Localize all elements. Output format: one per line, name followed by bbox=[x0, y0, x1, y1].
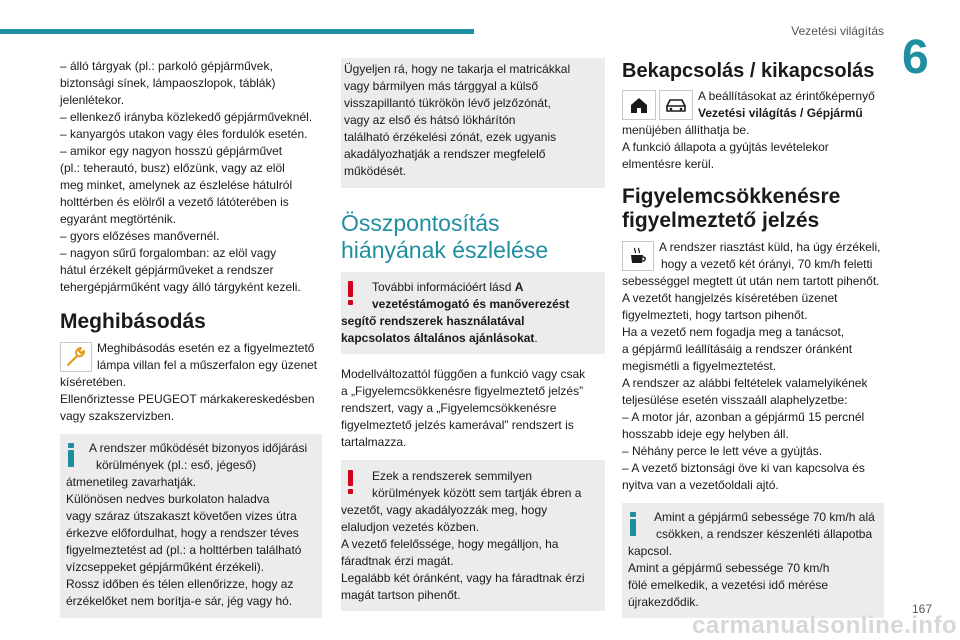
text-line: A rendszer működését bizonyos időjárási bbox=[89, 441, 308, 455]
chapter-number: 6 bbox=[902, 31, 929, 84]
wrench-warning-icon bbox=[60, 342, 92, 372]
warning-box-fatigue bbox=[341, 460, 605, 611]
heading-line: figyelmeztető jelzés bbox=[622, 209, 820, 232]
text-line: – ellenkező irányba közlekedő gépjárműveknél. bbox=[60, 110, 313, 124]
heading-meghibasodas: Meghibásodás bbox=[60, 310, 206, 333]
text-line: hátul érzékelt gépjárműveket a rendszer bbox=[60, 263, 274, 277]
heading-line: Figyelemcsökkenésre bbox=[622, 185, 841, 208]
text-line: Meghibásodás esetén ez a figyelmeztető bbox=[97, 341, 315, 355]
text-line: – nagyon sűrű forgalomban: az elöl vagy bbox=[60, 246, 277, 260]
text-line: biztonsági sínek, lámpaoszlopok, táblák) bbox=[60, 76, 276, 90]
home-icon bbox=[622, 90, 656, 120]
note-box-sensors bbox=[341, 58, 605, 188]
section-title: Vezetési világítás bbox=[791, 24, 884, 38]
text-line: figyelmezteti, hogy tartson pihenőt. bbox=[622, 308, 808, 322]
text-line: körülmények között sem tartják ébren a bbox=[372, 486, 582, 500]
text-line: vízcseppeket gépjárműként érzékeli). bbox=[66, 560, 265, 574]
text-line: lámpa villan fel a műszerfalon egy üzenet bbox=[97, 358, 318, 372]
column-middle bbox=[341, 58, 605, 611]
text-line: hosszabb ideje egy helyben áll. bbox=[622, 427, 789, 441]
text-line: a „Figyelemcsökkenésre figyelmeztető jelzés” bbox=[341, 384, 584, 398]
text-line: holttérben és elölről a vezető látóterében is bbox=[60, 195, 289, 209]
text-line: tartalmazza. bbox=[341, 435, 407, 449]
text-line: teljesülése esetén visszaáll alaphelyzetbe: bbox=[622, 393, 848, 407]
text-line: Legalább két óránként, vagy ha fáradtnak érzi bbox=[341, 571, 585, 585]
text-line: vezetőt, vagy akadályozzák meg, hogy bbox=[341, 503, 548, 517]
text-line: jelenlétekor. bbox=[60, 93, 125, 107]
header-accent-bar bbox=[0, 29, 474, 34]
text-line: átmenetileg zavarhatják. bbox=[66, 475, 197, 489]
text-line: Amint a gépjármű sebessége 70 km/h bbox=[628, 561, 830, 575]
text-line: A beállításokat az érintőképernyő bbox=[698, 89, 875, 103]
text-line: érzékelőket nem borítja-e sár, jég vagy hó. bbox=[66, 594, 293, 608]
text-line: meg minket, amelynek az észlelése hátulról bbox=[60, 178, 293, 192]
text-line: vagy szakszervizben. bbox=[60, 409, 175, 423]
text-line: elmentésre kerül. bbox=[622, 157, 715, 171]
info-box-weather bbox=[60, 434, 322, 618]
text-line: – gyors előzéses manővernél. bbox=[60, 229, 220, 243]
text-line: A funkció állapota a gyújtás levételekor bbox=[622, 140, 829, 154]
text-line: elaludjon vezetés közben. bbox=[341, 520, 480, 534]
heading-figyelemcsokkenes bbox=[622, 185, 884, 233]
text-line: – álló tárgyak (pl.: parkoló gépjárművek, bbox=[60, 59, 273, 73]
text-line: – kanyargós utakon vagy éles fordulók esetén. bbox=[60, 127, 308, 141]
text-line: segítő rendszerek használatával bbox=[341, 314, 525, 328]
text-line: Különösen nedves burkolaton haladva bbox=[66, 492, 270, 506]
text-line: A vezető felelőssége, hogy megálljon, ha bbox=[341, 537, 559, 551]
text-line: fölé emelkedik, a vezetési idő mérése bbox=[628, 578, 829, 592]
text-line: A vezetőt hangjelzés kíséretében üzenet bbox=[622, 291, 838, 305]
text-line: A rendszer az alábbi feltételek valamelyikének bbox=[622, 376, 868, 390]
text-line: fáradtnak érzi magát. bbox=[341, 554, 454, 568]
text-line: működését. bbox=[344, 164, 407, 178]
text-line: rendszert, vagy a „Figyelemcsökkenésre bbox=[341, 401, 557, 415]
heading-osszpontositas bbox=[341, 210, 605, 264]
text-span: . bbox=[534, 331, 538, 345]
text-line: visszapillantó tükrökön lévő jelzőzónát, bbox=[344, 96, 551, 110]
text-line: – A vezető biztonsági öve ki van kapcsolva és bbox=[622, 461, 865, 475]
text-line: menüjében állíthatja be. bbox=[622, 123, 750, 137]
info-box-speed bbox=[622, 503, 884, 618]
column-left bbox=[60, 58, 322, 618]
text-line: nyitva van a vezetőoldali ajtó. bbox=[622, 478, 779, 492]
text-line: Amint a gépjármű sebessége 70 km/h alá bbox=[654, 510, 875, 524]
text-line: sebességgel megtett út után nem tartott pihenőt. bbox=[622, 274, 880, 288]
text-span-bold: kapcsolatos általános ajánlásokat bbox=[341, 331, 535, 345]
model-variant-paragraph bbox=[341, 366, 605, 451]
heading-line: Összpontosítás bbox=[341, 210, 500, 236]
text-line: – Néhány perce le lett véve a gyújtás. bbox=[622, 444, 823, 458]
text-line: vagy száraz útszakaszt követően vizes útra bbox=[66, 509, 297, 523]
page-number: 167 bbox=[912, 602, 933, 616]
text-line: Ellenőriztesse PEUGEOT márkakereskedésben bbox=[60, 392, 315, 406]
text-line: Ezek a rendszerek semmilyen bbox=[372, 469, 533, 483]
text-line: A rendszer riasztást küld, ha úgy érzékeli, bbox=[659, 240, 881, 254]
text-line: megismétli a figyelmeztetést. bbox=[622, 359, 777, 373]
text-line: körülmények (pl.: eső, jégeső) bbox=[96, 458, 257, 472]
text-line: Rossz időben és télen ellenőrizze, hogy az bbox=[66, 577, 294, 591]
text-line: Modellváltozattól függően a funkció vagy csak bbox=[341, 367, 586, 381]
text-line: figyelmeztető jelzés kamerával” rendszert is bbox=[341, 418, 574, 432]
heading-line: hiányának észlelése bbox=[341, 237, 549, 263]
text-line: akadályozhatják a rendszer megfelelő bbox=[344, 147, 546, 161]
text-line: figyelmeztetést ad (pl.: a holttérben található bbox=[66, 543, 302, 557]
text-line: található érzékelési zónát, ezek ugyanis bbox=[344, 130, 557, 144]
text-line: (pl.: teherautó, busz) előzünk, vagy az elöl bbox=[60, 161, 285, 175]
text-line: érkezve előfordulhat, hogy a rendszer téves bbox=[66, 526, 299, 540]
text-line: vagy az első és hátsó lökhárítón bbox=[344, 113, 516, 127]
text-line: – A motor jár, azonban a gépjármű 15 percnél bbox=[622, 410, 865, 424]
text-line: a gépjármű leállításáig a rendszer óránként bbox=[622, 342, 853, 356]
text-line: egyaránt megtörténik. bbox=[60, 212, 177, 226]
text-line: Ügyeljen rá, hogy ne takarja el matricákkal bbox=[344, 62, 571, 76]
text-line: Vezetési világítás / Gépjármű bbox=[698, 106, 863, 120]
bekapcs-paragraph bbox=[622, 88, 884, 173]
text-span: További információért lásd bbox=[372, 280, 515, 294]
text-line: – amikor egy nagyon hosszú gépjárművet bbox=[60, 144, 283, 158]
car-icon bbox=[659, 90, 693, 120]
text-line bbox=[341, 279, 605, 296]
column-right bbox=[622, 58, 884, 618]
text-line: újrakezdődik. bbox=[628, 595, 699, 609]
text-line: hogy a vezető két órányi, 70 km/h feletti bbox=[661, 257, 873, 271]
text-line: kapcsol. bbox=[628, 544, 673, 558]
text-span-bold: A bbox=[514, 280, 524, 294]
text-line: vagy bármilyen más tárggyal a külső bbox=[344, 79, 539, 93]
text-line: vezetéstámogató és manőverezést bbox=[372, 297, 570, 311]
intro-text bbox=[60, 58, 322, 296]
text-line: kíséretében. bbox=[60, 375, 127, 389]
fatigue-paragraph bbox=[622, 239, 884, 494]
fault-paragraph bbox=[60, 340, 322, 425]
coffee-cup-icon bbox=[622, 241, 654, 271]
heading-bekapcsolas: Bekapcsolás / kikapcsolás bbox=[622, 60, 875, 82]
watermark-logo: carmanualsonline.info bbox=[692, 612, 958, 639]
text-line: csökken, a rendszer készenléti állapotba bbox=[656, 527, 873, 541]
text-line: tehergépjárműként vagy álló tárgyként kezeli. bbox=[60, 280, 301, 294]
warning-box-more-info bbox=[341, 272, 605, 354]
text-line bbox=[341, 330, 605, 347]
text-line: Ha a vezető nem fogadja meg a tanácsot, bbox=[622, 325, 845, 339]
text-line: magát tartson pihenőt. bbox=[341, 588, 461, 602]
